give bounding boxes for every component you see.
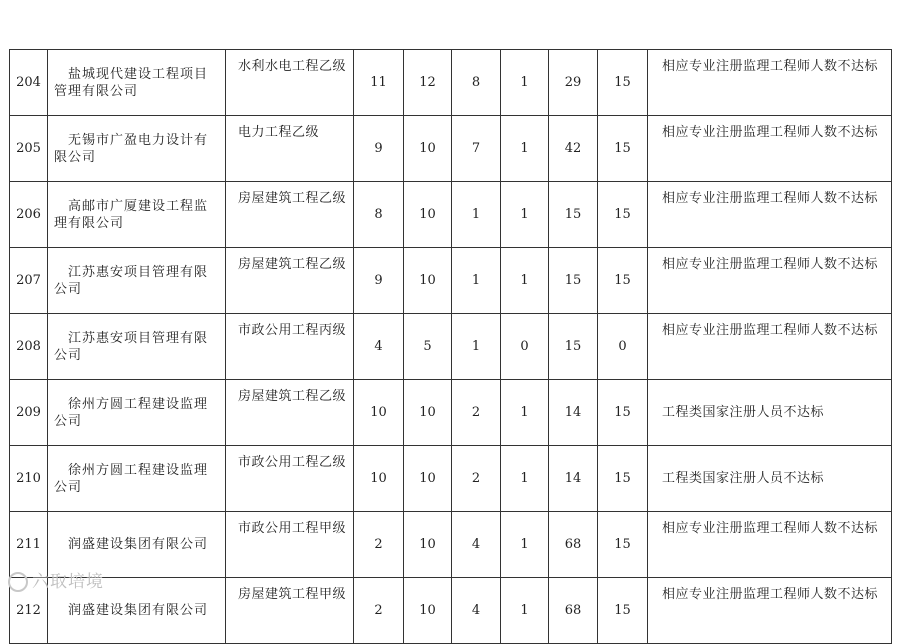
cell-value: 1 xyxy=(501,512,549,578)
cell-number: 211 xyxy=(10,512,48,578)
cell-value: 15 xyxy=(598,182,648,248)
cell-value: 68 xyxy=(549,578,598,644)
cell-reason: 相应专业注册监理工程师人数不达标 xyxy=(648,578,892,644)
cell-value: 10 xyxy=(404,248,452,314)
cell-value: 15 xyxy=(549,182,598,248)
cell-company: 高邮市广厦建设工程监理有限公司 xyxy=(48,182,226,248)
cell-number: 209 xyxy=(10,380,48,446)
cell-category: 市政公用工程乙级 xyxy=(226,446,354,512)
cell-number: 207 xyxy=(10,248,48,314)
cell-value: 10 xyxy=(354,446,404,512)
cell-reason: 相应专业注册监理工程师人数不达标 xyxy=(648,182,892,248)
cell-value: 15 xyxy=(598,578,648,644)
table-row xyxy=(10,248,892,314)
cell-value: 15 xyxy=(549,248,598,314)
cell-value: 15 xyxy=(598,512,648,578)
table-row xyxy=(10,446,892,512)
cell-value: 1 xyxy=(501,578,549,644)
cell-value: 1 xyxy=(501,116,549,182)
table-row xyxy=(10,182,892,248)
watermark-logo-icon xyxy=(8,572,28,592)
cell-value: 29 xyxy=(549,50,598,116)
cell-value: 14 xyxy=(549,446,598,512)
cell-reason: 相应专业注册监理工程师人数不达标 xyxy=(648,314,892,380)
cell-value: 2 xyxy=(354,578,404,644)
cell-company: 徐州方圆工程建设监理公司 xyxy=(48,446,226,512)
cell-value: 10 xyxy=(404,116,452,182)
cell-reason: 相应专业注册监理工程师人数不达标 xyxy=(648,50,892,116)
cell-value: 2 xyxy=(452,446,501,512)
cell-value: 2 xyxy=(354,512,404,578)
cell-value: 1 xyxy=(501,446,549,512)
cell-reason: 工程类国家注册人员不达标 xyxy=(648,446,892,512)
cell-value: 12 xyxy=(404,50,452,116)
cell-value: 10 xyxy=(354,380,404,446)
cell-number: 204 xyxy=(10,50,48,116)
cell-category: 市政公用工程丙级 xyxy=(226,314,354,380)
cell-value: 15 xyxy=(598,446,648,512)
cell-value: 14 xyxy=(549,380,598,446)
cell-number: 208 xyxy=(10,314,48,380)
table-body xyxy=(10,50,892,644)
cell-value: 42 xyxy=(549,116,598,182)
cell-category: 市政公用工程甲级 xyxy=(226,512,354,578)
cell-reason: 相应专业注册监理工程师人数不达标 xyxy=(648,248,892,314)
cell-value: 1 xyxy=(501,50,549,116)
watermark xyxy=(8,567,104,592)
cell-value: 4 xyxy=(452,512,501,578)
cell-value: 15 xyxy=(549,314,598,380)
cell-value: 8 xyxy=(354,182,404,248)
cell-value: 15 xyxy=(598,50,648,116)
cell-value: 0 xyxy=(598,314,648,380)
cell-value: 8 xyxy=(452,50,501,116)
cell-company: 盐城现代建设工程项目管理有限公司 xyxy=(48,50,226,116)
cell-company: 徐州方圆工程建设监理公司 xyxy=(48,380,226,446)
table-row xyxy=(10,380,892,446)
cell-value: 4 xyxy=(452,578,501,644)
cell-reason: 工程类国家注册人员不达标 xyxy=(648,380,892,446)
cell-reason: 相应专业注册监理工程师人数不达标 xyxy=(648,512,892,578)
table-row xyxy=(10,314,892,380)
cell-category: 房屋建筑工程乙级 xyxy=(226,380,354,446)
cell-category: 房屋建筑工程乙级 xyxy=(226,248,354,314)
cell-value: 7 xyxy=(452,116,501,182)
cell-value: 1 xyxy=(501,248,549,314)
cell-number: 212 xyxy=(10,578,48,644)
cell-value: 1 xyxy=(452,182,501,248)
cell-value: 10 xyxy=(404,446,452,512)
cell-value: 2 xyxy=(452,380,501,446)
cell-value: 0 xyxy=(501,314,549,380)
cell-value: 1 xyxy=(501,380,549,446)
cell-number: 205 xyxy=(10,116,48,182)
data-table xyxy=(9,49,892,644)
cell-value: 11 xyxy=(354,50,404,116)
cell-value: 1 xyxy=(452,248,501,314)
cell-value: 9 xyxy=(354,248,404,314)
cell-company: 无锡市广盈电力设计有限公司 xyxy=(48,116,226,182)
cell-company: 润盛建设集团有限公司 xyxy=(48,512,226,578)
cell-value: 15 xyxy=(598,380,648,446)
cell-value: 10 xyxy=(404,578,452,644)
cell-company: 江苏惠安项目管理有限公司 xyxy=(48,248,226,314)
cell-value: 10 xyxy=(404,380,452,446)
cell-value: 15 xyxy=(598,116,648,182)
cell-value: 10 xyxy=(404,512,452,578)
cell-category: 房屋建筑工程甲级 xyxy=(226,578,354,644)
table-row xyxy=(10,512,892,578)
cell-value: 68 xyxy=(549,512,598,578)
cell-category: 电力工程乙级 xyxy=(226,116,354,182)
cell-value: 1 xyxy=(501,182,549,248)
cell-value: 10 xyxy=(404,182,452,248)
cell-company: 润盛建设集团有限公司 xyxy=(48,578,226,644)
cell-value: 15 xyxy=(598,248,648,314)
cell-value: 9 xyxy=(354,116,404,182)
cell-reason: 相应专业注册监理工程师人数不达标 xyxy=(648,116,892,182)
table-row xyxy=(10,578,892,644)
cell-number: 206 xyxy=(10,182,48,248)
watermark-text: 六取培境 xyxy=(32,572,104,592)
cell-category: 水利水电工程乙级 xyxy=(226,50,354,116)
table-row xyxy=(10,116,892,182)
cell-number: 210 xyxy=(10,446,48,512)
table-row xyxy=(10,50,892,116)
cell-value: 5 xyxy=(404,314,452,380)
cell-category: 房屋建筑工程乙级 xyxy=(226,182,354,248)
cell-company: 江苏惠安项目管理有限公司 xyxy=(48,314,226,380)
cell-value: 1 xyxy=(452,314,501,380)
cell-value: 4 xyxy=(354,314,404,380)
